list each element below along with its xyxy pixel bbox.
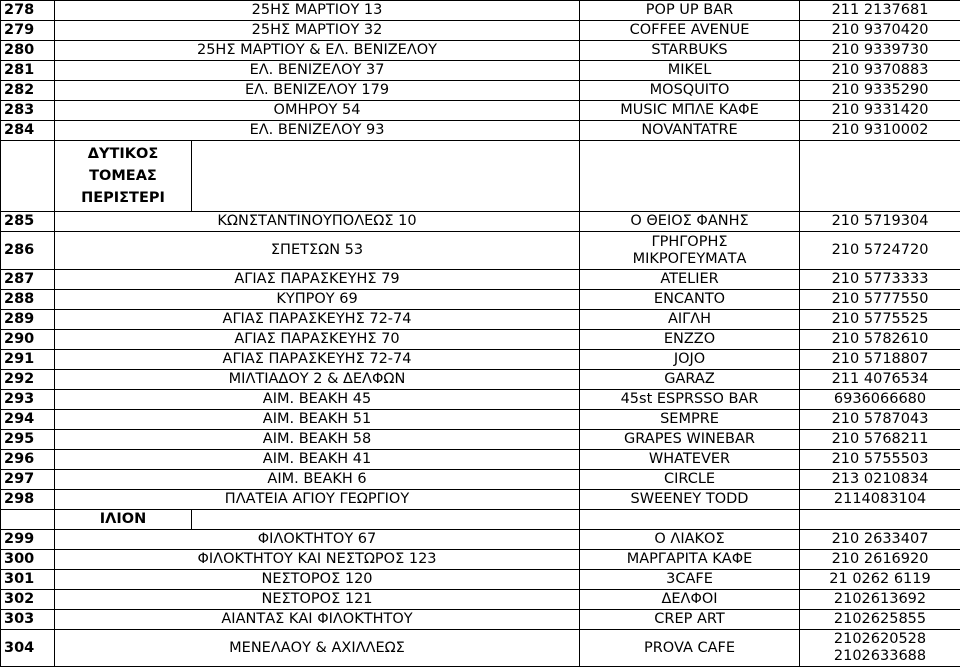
phone-line: 2102620528 bbox=[803, 631, 957, 648]
address-cell: ΑΓΙΑΣ ΠΑΡΑΣΚΕΥΗΣ 72-74 bbox=[55, 310, 580, 330]
venue-name-cell: POP UP BAR bbox=[580, 1, 800, 21]
row-number: 279 bbox=[1, 21, 55, 41]
row-number: 299 bbox=[1, 530, 55, 550]
address-cell: ΝΕΣΤΟΡΟΣ 121 bbox=[55, 590, 580, 610]
table-row bbox=[1, 61, 960, 81]
address-cell: ΚΩΝΣΤΑΝΤΙΝΟΥΠΟΛΕΩΣ 10 bbox=[55, 212, 580, 232]
phone-cell: 210 5755503 bbox=[800, 450, 960, 470]
table-row bbox=[1, 1, 960, 21]
table-row bbox=[1, 530, 960, 550]
venue-name-cell: 45st ESPRSSO BAR bbox=[580, 390, 800, 410]
section-heading-line: ΠΕΡΙΣΤΕΡΙ bbox=[58, 187, 188, 209]
address-cell: ΝΕΣΤΟΡΟΣ 120 bbox=[55, 570, 580, 590]
table-row bbox=[1, 490, 960, 510]
phone-cell: 210 5775525 bbox=[800, 310, 960, 330]
address-cell: ΑΙΜ. ΒΕΑΚΗ 6 bbox=[55, 470, 580, 490]
row-number: 301 bbox=[1, 570, 55, 590]
table-body-south bbox=[1, 1, 960, 141]
address-cell: 25ΗΣ ΜΑΡΤΙΟΥ & ΕΛ. ΒΕΝΙΖΕΛΟΥ bbox=[55, 41, 580, 61]
phone-cell: 210 5718807 bbox=[800, 350, 960, 370]
section-298 bbox=[1, 490, 960, 530]
phone-cell: 210 9335290 bbox=[800, 81, 960, 101]
row-number: 281 bbox=[1, 61, 55, 81]
address-cell: 25ΗΣ ΜΑΡΤΙΟΥ 32 bbox=[55, 21, 580, 41]
venue-name-cell: ΑΙΓΛΗ bbox=[580, 310, 800, 330]
phone-cell: 210 9331420 bbox=[800, 101, 960, 121]
table-row bbox=[1, 212, 960, 232]
table-row bbox=[1, 410, 960, 430]
section-header-row bbox=[1, 141, 960, 212]
row-number: 302 bbox=[1, 590, 55, 610]
section-304 bbox=[1, 630, 960, 667]
phone-cell: 210 5773333 bbox=[800, 270, 960, 290]
phone-cell: 213 0210834 bbox=[800, 470, 960, 490]
address-cell: ΑΓΙΑΣ ΠΑΡΑΣΚΕΥΗΣ 70 bbox=[55, 330, 580, 350]
venue-name-cell: 3CAFE bbox=[580, 570, 800, 590]
phone-cell: 2102613692 bbox=[800, 590, 960, 610]
venue-name-cell: ΔΕΛΦΟΙ bbox=[580, 590, 800, 610]
row-number: 288 bbox=[1, 290, 55, 310]
venue-name-cell: NOVANTATRE bbox=[580, 121, 800, 141]
venue-name-line: ΓΡΗΓΟΡΗΣ bbox=[583, 234, 796, 251]
row-number: 293 bbox=[1, 390, 55, 410]
section-west bbox=[1, 141, 960, 270]
address-cell: ΦΙΛΟΚΤΗΤΟΥ 67 bbox=[55, 530, 580, 550]
phone-cell: 210 5777550 bbox=[800, 290, 960, 310]
venue-name-cell: CIRCLE bbox=[580, 470, 800, 490]
venue-name-cell: Ο ΛΙΑΚΟΣ bbox=[580, 530, 800, 550]
venue-name-cell: ENCANTO bbox=[580, 290, 800, 310]
phone-cell: 210 5787043 bbox=[800, 410, 960, 430]
phone-cell: 210 5724720 bbox=[800, 232, 960, 270]
address-cell: ΟΜΗΡΟΥ 54 bbox=[55, 101, 580, 121]
section-heading-line: ΔΥΤΙΚΟΣ bbox=[58, 143, 188, 165]
table-row bbox=[1, 570, 960, 590]
address-cell: ΑΙΜ. ΒΕΑΚΗ 58 bbox=[55, 430, 580, 450]
address-cell: 25ΗΣ ΜΑΡΤΙΟΥ 13 bbox=[55, 1, 580, 21]
address-cell: ΑΓΙΑΣ ΠΑΡΑΣΚΕΥΗΣ 72-74 bbox=[55, 350, 580, 370]
row-number: 278 bbox=[1, 1, 55, 21]
phone-cell bbox=[800, 630, 960, 667]
row-number: 303 bbox=[1, 610, 55, 630]
table-row bbox=[1, 232, 960, 270]
table-row bbox=[1, 430, 960, 450]
address-cell: ΠΛΑΤΕΙΑ ΑΓΙΟΥ ΓΕΩΡΓΙΟΥ bbox=[55, 490, 580, 510]
venue-name-cell: CREP ART bbox=[580, 610, 800, 630]
table-body-ilion bbox=[1, 530, 960, 630]
address-cell: ΕΛ. ΒΕΝΙΖΕΛΟΥ 37 bbox=[55, 61, 580, 81]
table-row bbox=[1, 121, 960, 141]
phone-cell: 210 9339730 bbox=[800, 41, 960, 61]
table-row bbox=[1, 330, 960, 350]
phone-cell: 210 5719304 bbox=[800, 212, 960, 232]
venue-name-cell bbox=[580, 232, 800, 270]
row-number: 289 bbox=[1, 310, 55, 330]
venue-name-cell: ΜΑΡΓΑΡΙΤΑ ΚΑΦΕ bbox=[580, 550, 800, 570]
phone-cell: 210 2616920 bbox=[800, 550, 960, 570]
row-number: 282 bbox=[1, 81, 55, 101]
row-number: 295 bbox=[1, 430, 55, 450]
table-row bbox=[1, 470, 960, 490]
row-number: 294 bbox=[1, 410, 55, 430]
phone-cell: 211 2137681 bbox=[800, 1, 960, 21]
venue-name-cell: GRAPES WINEBAR bbox=[580, 430, 800, 450]
table-row bbox=[1, 590, 960, 610]
address-cell: ΕΛ. ΒΕΝΙΖΕΛΟΥ 179 bbox=[55, 81, 580, 101]
venue-name-cell: ENZZO bbox=[580, 330, 800, 350]
table-row bbox=[1, 450, 960, 470]
phone-cell: 210 5782610 bbox=[800, 330, 960, 350]
table-row bbox=[1, 290, 960, 310]
table-row bbox=[1, 310, 960, 330]
phone-cell: 210 9310002 bbox=[800, 121, 960, 141]
row-number: 280 bbox=[1, 41, 55, 61]
phone-cell: 210 9370420 bbox=[800, 21, 960, 41]
venue-name-line: ΜΙΚΡΟΓΕΥΜΑΤΑ bbox=[583, 251, 796, 268]
address-cell: ΑΙΜ. ΒΕΑΚΗ 41 bbox=[55, 450, 580, 470]
row-number: 286 bbox=[1, 232, 55, 270]
address-cell: ΜΕΝΕΛΑΟΥ & ΑΧΙΛΛΕΩΣ bbox=[55, 630, 580, 667]
venue-name-cell: Ο ΘΕΙΟΣ ΦΑΝΗΣ bbox=[580, 212, 800, 232]
table-row bbox=[1, 81, 960, 101]
venue-name-cell: SWEENEY TODD bbox=[580, 490, 800, 510]
phone-cell: 211 4076534 bbox=[800, 370, 960, 390]
row-number: 291 bbox=[1, 350, 55, 370]
venue-name-cell: SEMPRE bbox=[580, 410, 800, 430]
table-row bbox=[1, 101, 960, 121]
row-number: 285 bbox=[1, 212, 55, 232]
section-header-row bbox=[1, 510, 960, 530]
row-number: 300 bbox=[1, 550, 55, 570]
phone-cell: 21 0262 6119 bbox=[800, 570, 960, 590]
phone-cell: 210 2633407 bbox=[800, 530, 960, 550]
table-row bbox=[1, 41, 960, 61]
address-cell: ΑΙΑΝΤΑΣ ΚΑΙ ΦΙΛΟΚΤΗΤΟΥ bbox=[55, 610, 580, 630]
phone-cell: 210 5768211 bbox=[800, 430, 960, 450]
table-row bbox=[1, 350, 960, 370]
table-row bbox=[1, 610, 960, 630]
venue-name-cell: JOJO bbox=[580, 350, 800, 370]
phone-cell: 2114083104 bbox=[800, 490, 960, 510]
section-heading-ilion: ΙΛΙΟΝ bbox=[55, 510, 192, 530]
venue-name-cell: MUSIC ΜΠΛΕ ΚΑΦΕ bbox=[580, 101, 800, 121]
venue-name-cell: COFFEE AVENUE bbox=[580, 21, 800, 41]
row-number: 284 bbox=[1, 121, 55, 141]
phone-line: 2102633688 bbox=[803, 648, 957, 665]
section-heading-west bbox=[55, 141, 192, 212]
row-number: 292 bbox=[1, 370, 55, 390]
table-row bbox=[1, 21, 960, 41]
row-number: 290 bbox=[1, 330, 55, 350]
row-number: 283 bbox=[1, 101, 55, 121]
row-number: 287 bbox=[1, 270, 55, 290]
table-row bbox=[1, 390, 960, 410]
address-cell: ΑΙΜ. ΒΕΑΚΗ 51 bbox=[55, 410, 580, 430]
row-number: 304 bbox=[1, 630, 55, 667]
address-cell: ΜΙΛΤΙΑΔΟΥ 2 & ΔΕΛΦΩΝ bbox=[55, 370, 580, 390]
table-row bbox=[1, 550, 960, 570]
venue-name-cell: MOSQUITO bbox=[580, 81, 800, 101]
venue-name-cell: PROVA CAFE bbox=[580, 630, 800, 667]
address-cell: ΣΠΕΤΣΩΝ 53 bbox=[55, 232, 580, 270]
venue-name-cell: STARBUKS bbox=[580, 41, 800, 61]
table-body-west bbox=[1, 270, 960, 490]
row-number: 296 bbox=[1, 450, 55, 470]
section-heading-line: ΤΟΜΕΑΣ bbox=[58, 165, 188, 187]
phone-cell: 210 9370883 bbox=[800, 61, 960, 81]
venue-name-cell: ATELIER bbox=[580, 270, 800, 290]
venue-name-cell: GARAZ bbox=[580, 370, 800, 390]
venue-name-cell: WHATEVER bbox=[580, 450, 800, 470]
address-cell: ΦΙΛΟΚΤΗΤΟΥ ΚΑΙ ΝΕΣΤΩΡΟΣ 123 bbox=[55, 550, 580, 570]
address-cell: ΚΥΠΡΟΥ 69 bbox=[55, 290, 580, 310]
row-number: 297 bbox=[1, 470, 55, 490]
phone-cell: 6936066680 bbox=[800, 390, 960, 410]
table-row bbox=[1, 270, 960, 290]
table-row bbox=[1, 370, 960, 390]
venue-name-cell: MIKEL bbox=[580, 61, 800, 81]
phone-cell: 2102625855 bbox=[800, 610, 960, 630]
address-cell: ΕΛ. ΒΕΝΙΖΕΛΟΥ 93 bbox=[55, 121, 580, 141]
table-row bbox=[1, 630, 960, 667]
address-cell: ΑΙΜ. ΒΕΑΚΗ 45 bbox=[55, 390, 580, 410]
row-number: 298 bbox=[1, 490, 55, 510]
address-cell: ΑΓΙΑΣ ΠΑΡΑΣΚΕΥΗΣ 79 bbox=[55, 270, 580, 290]
